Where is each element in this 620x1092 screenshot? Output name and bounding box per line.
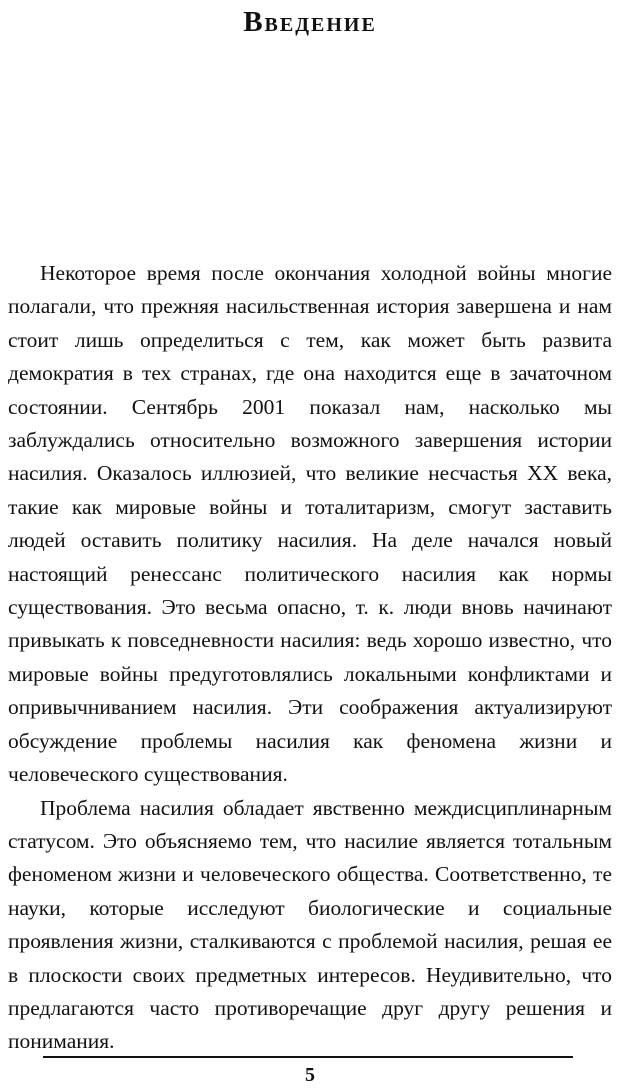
page-number: 5 xyxy=(305,1064,315,1086)
body-text xyxy=(8,257,612,1059)
paragraph: Проблема насилия обладает явственно междисциплинарным статусом. Это объясняемо тем, что насилие является тотальным феноменом жизни и человеческого общества. Соответственно, те науки, которые исследуют биологические и социальные проявления жизни, сталкиваются с проблемой насилия, решая ее в плоскости своих предметных интересов. Неудивительно, что предлагаются часто противоречащие друг другу решения и понимания. xyxy=(8,795,612,1054)
chapter-title: Введение xyxy=(243,6,377,38)
footer-rule xyxy=(43,1056,573,1058)
paragraph: Некоторое время после окончания холодной войны многие полагали, что прежняя насильственная история завершена и нам стоит лишь определиться с тем, как может быть развита демократия в тех странах, где она находится еще в зачаточном состоянии. Сентябрь 2001 показал нам, насколько мы заблуждались относительно возможного завершения истории насилия. Оказалось иллюзией, что великие несчастья XX века, такие как мировые войны и тоталитаризм, смогут заставить людей оставить политику насилия. На деле начался новый настоящий ренессанс политического насилия как нормы существования. Это весьма опасно, т. к. люди вновь начинают привыкать к повседневности насилия: ведь хорошо известно, что мировые войны предуготовлялись локальными конфликтами и опривычниванием насилия. Эти соображения актуализируют обсуждение проблемы насилия как феномена жизни и человеческого существования. xyxy=(8,261,612,787)
